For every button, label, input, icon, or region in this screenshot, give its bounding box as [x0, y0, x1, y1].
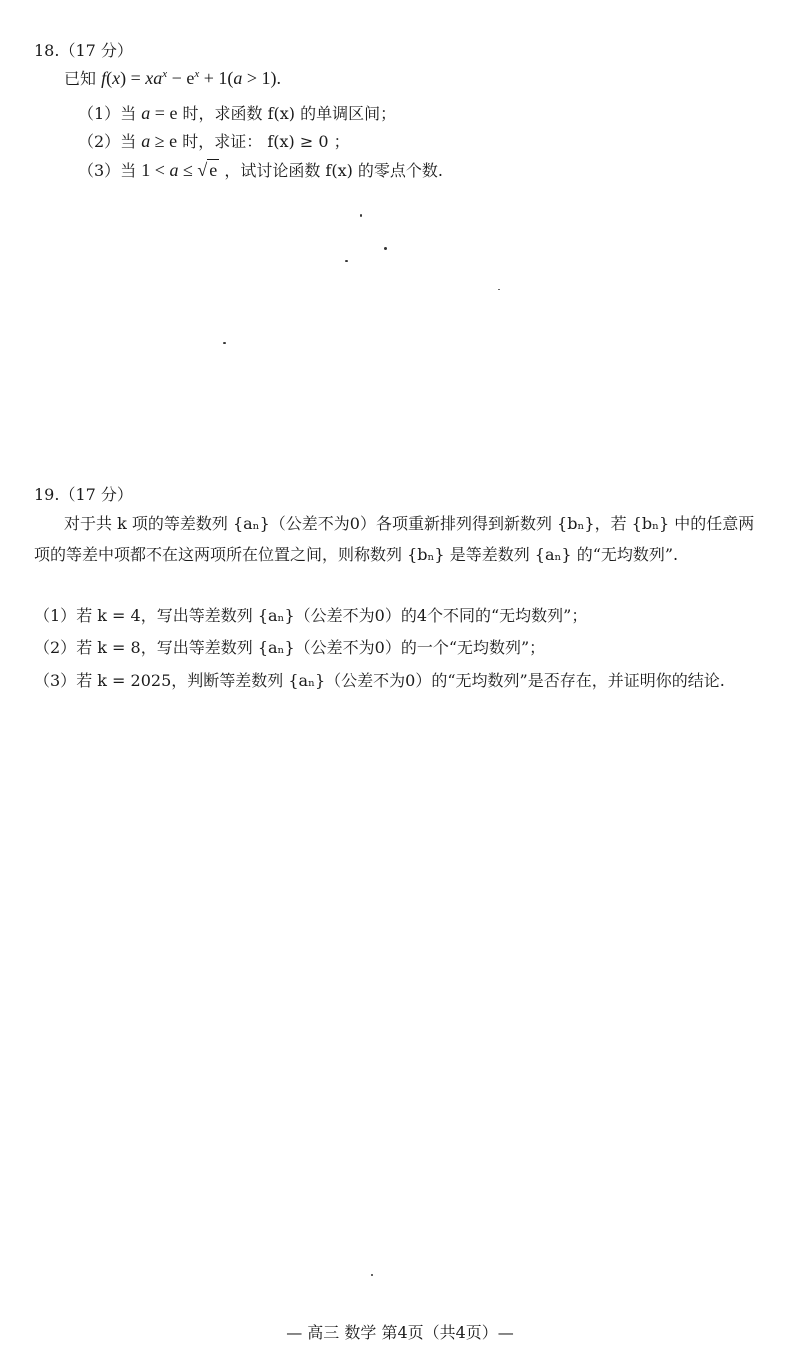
q19-part-3-label: （3）: [34, 671, 77, 690]
q18-part-2-text: 时，求证： f(x) ≥ 0 ；: [182, 132, 350, 151]
q19-number: 19.: [34, 485, 60, 504]
q18-part-2-condition: a ≥ e: [141, 131, 178, 151]
page-footer: — 高三 数学 第4页（共4页）—: [286, 1323, 514, 1342]
q19-part-2-label: （2）: [34, 638, 77, 657]
q18-part-1-text: 时，求函数 f(x) 的单调区间；: [182, 104, 397, 123]
q18-intro: [64, 66, 281, 89]
q18-function-formula: $f(x) = xa^x - e^x + 1(a > 1)$.: [101, 68, 282, 88]
q19-intro: 对于共 k 项的等差数列 {aₙ}（公差不为0）各项重新排列得到新数列 {bₙ}，若 {bₙ} 中的任意两项的等差中项都不在这两项所在位置之间，则称数列 {bₙ} 是等差数列 {aₙ} 的“无均数列”.: [34, 514, 755, 564]
q18-part-3-label: （3）: [78, 161, 121, 180]
scan-speck: [498, 289, 500, 290]
q19-part-1: [34, 600, 766, 631]
q19-points: （17 分）: [59, 485, 133, 504]
q18-part-2-label: （2）: [78, 132, 121, 151]
q18-number: 18.: [34, 41, 60, 60]
q19-part-3: [34, 665, 766, 696]
q18-part-3-text: ，试讨论函数 f(x) 的零点个数.: [224, 161, 444, 180]
q18-part-1: （1）当 a = e 时，求函数 f(x) 的单调区间；: [78, 103, 397, 123]
q18-part-2: （2）当 a ≥ e 时，求证： f(x) ≥ 0 ；: [78, 131, 350, 151]
q19-heading: [34, 482, 133, 505]
scan-speck: [223, 342, 226, 344]
q18-part-3-condition: 1 < a ≤ √ e: [141, 160, 218, 180]
q18-part-1-label: （1）: [78, 104, 121, 123]
scan-speck: [345, 260, 348, 262]
q19-part-3-text: 若 k = 2025，判断等差数列 {aₙ}（公差不为0）的“无均数列”是否存在，并证明你的结论.: [76, 671, 725, 690]
q18-heading: [34, 38, 133, 61]
scan-speck: [360, 214, 362, 217]
q19-part-2: [34, 632, 766, 663]
q18-points: （17 分）: [59, 41, 133, 60]
scan-speck: [384, 247, 387, 250]
q18-part-1-condition: a = e: [141, 103, 178, 123]
scan-speck: [371, 1274, 373, 1276]
q19-part-1-label: （1）: [34, 606, 77, 625]
q19-part-2-text: 若 k = 8，写出等差数列 {aₙ}（公差不为0）的一个“无均数列”；: [76, 638, 546, 657]
q19-part-1-text: 若 k = 4，写出等差数列 {aₙ}（公差不为0）的4个不同的“无均数列”；: [76, 606, 588, 625]
q18-part-3: （3）当 1 < a ≤ √ e ，试讨论函数 f(x) 的零点个数.: [78, 160, 444, 180]
q18-intro-prefix: 已知: [64, 69, 97, 88]
